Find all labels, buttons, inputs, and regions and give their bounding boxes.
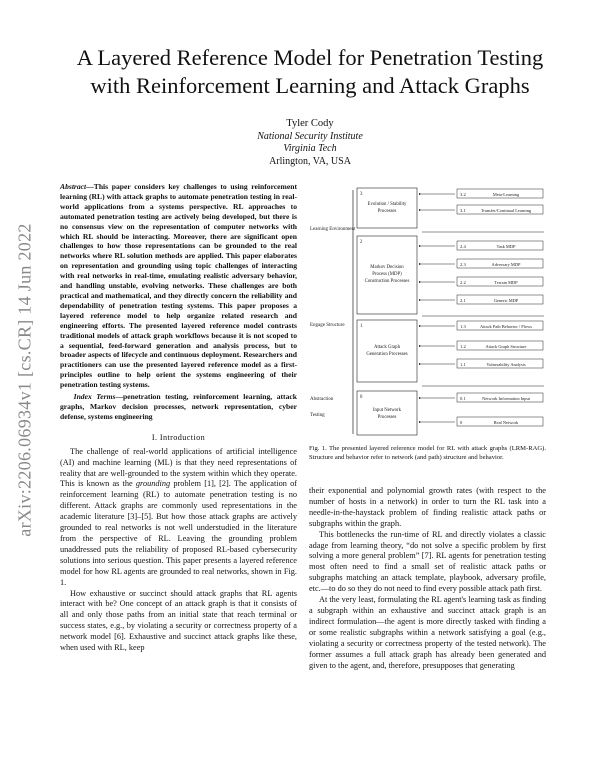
layer-number: 0 bbox=[460, 419, 463, 425]
paper-title bbox=[40, 44, 580, 100]
process-0-num: 0 bbox=[360, 395, 363, 400]
layer-number: 2.2 bbox=[460, 279, 466, 285]
layer-label: Task MDP bbox=[496, 243, 516, 249]
left-column bbox=[60, 182, 297, 654]
process-box-1 bbox=[357, 320, 417, 382]
process-box-3 bbox=[357, 188, 417, 228]
layer-label: Terrain MDP bbox=[494, 279, 518, 285]
abstract-label: Abstract bbox=[60, 182, 87, 191]
title-line-1: A Layered Reference Model for Penetration Testing bbox=[76, 45, 544, 70]
right-paragraph-1: their exponential and polynomial growth rates (with respect to the number of hosts in a network) in order to turn the RL task into a needle-in-the-haystack problem of finding realistic attack paths or subgraphs within the graph. bbox=[309, 486, 546, 528]
intro-paragraph-1 bbox=[60, 447, 297, 589]
layer-label: Meta-Learning bbox=[492, 191, 520, 197]
layer-label: Attack Path Behavior / Flows bbox=[480, 323, 532, 329]
layer-label: Attack Graph Structure bbox=[485, 343, 527, 349]
process-3-line1: Evolution / Stability bbox=[367, 202, 407, 207]
left-label-engage: Engage Structure bbox=[310, 323, 345, 328]
process-1-num: 1 bbox=[360, 324, 363, 329]
layer-number: 1.3 bbox=[460, 323, 466, 329]
layer-number: 2.3 bbox=[460, 261, 466, 267]
layer-number: 0.1 bbox=[460, 395, 466, 401]
figure-1 bbox=[309, 186, 546, 438]
abstract: Abstract—This paper considers key challenges to using reinforcement learning (RL) with attack graphs to automate penetration testing in real-world applications from a systems perspective. RL approaches to automated penetration testing are actively being developed, but there is no consensus view on the representation of computer networks with which RL should be interacting. Moreover, there are significant open challenges to how those representations can be grounded to the real networks where RL solution methods are applied. This paper elaborates on representation and grounding using topic challenges of interacting with real networks in real-time, emulating realistic adversary behavior, and handling unstable, evolving networks. These challenges are both practical and mathematical, and they directly concern the reliability and dependability of penetration testing systems. This paper proposes a layered reference model to help organize related research and engineering efforts. The presented layered reference model contrasts traditional models of attack graph workflows because it is not scoped to a sequential, feed-forward generation and analysis process, but to broader aspects of lifecycle and continuous deployment. Researchers and practitioners can use the presented layered reference model as a first-principles outline to help orient the systems engineering of their penetration testing systems. bbox=[60, 182, 297, 390]
process-3-line2: Processes bbox=[377, 209, 397, 214]
index-terms-text: penetration testing, reinforcement learning, attack graphs, Markov decision processes, network representation, cyber defense, systems engineering bbox=[60, 392, 297, 421]
layer-label: Adversary MDP bbox=[491, 261, 521, 267]
layer-number: 3.1 bbox=[460, 207, 466, 213]
index-terms-label: Index Terms bbox=[73, 392, 116, 402]
process-0-line1: Input Network bbox=[372, 408, 402, 413]
intro-paragraph-2: How exhaustive or succinct should attack graphs that RL agents interact with be? One concept of an attack graph is that it consists of all and only those paths from an initial state that reach terminal or success states, e.g., by violating a security or correctness property of a network model [6]. Exhaustive and succinct attack graphs like these, when used with RL, keep bbox=[60, 588, 297, 653]
layer-label: Generic MDP bbox=[493, 297, 519, 303]
left-label-learning: Learning Environment bbox=[310, 227, 356, 232]
intro-p1-text-b: problem [1], [2]. The application of reinforcement learning (RL) to automate penetration testing is no different. Attack graphs are commonly used representations in the academic literature [3]–[5]. But how those attack graphs are actively grounded to real networks is not well understudied in the literature from the perspective of RL. Leaving the grounding problem unaddressed puts the reliability of proposed RL-based cybersecurity solutions into serious question. This paper presents a layered reference model for how RL agents are grounded to real networks, shown in Fig. 1. bbox=[60, 479, 297, 587]
layer-number: 3.2 bbox=[460, 191, 466, 197]
right-paragraph-3: At the very least, formulating the RL agent's learning task as finding a subgraph within an exhaustive and succinct attack graph is an indirect formulation—the agent is more directly tasked with finding a or some realistic subgraphs within a network satisfying a goal (e.g., violating a security or correctness property of the tested network). The former assumes a full attack graph has already been generated and given to the agent, and, therefore, presupposes that generating bbox=[309, 595, 546, 670]
left-label-testing: Testing bbox=[310, 413, 325, 418]
layer-number: 1.1 bbox=[460, 361, 466, 367]
section-heading-introduction: I. Introduction bbox=[151, 432, 206, 442]
intro-p1-emphasis: grounding bbox=[135, 479, 171, 489]
layer-label: Network Information Input bbox=[482, 395, 530, 401]
layered-reference-model-diagram bbox=[309, 186, 546, 438]
index-terms: Index Terms—penetration testing, reinforcement learning, attack graphs, Markov decision processes, network representation, cyber defense, systems engineering bbox=[60, 392, 297, 421]
process-2-line3: Construction Processes bbox=[364, 279, 410, 284]
title-line-2: with Reinforcement Learning and Attack Graphs bbox=[90, 73, 530, 98]
layer-number: 1.2 bbox=[460, 343, 466, 349]
abstract-text: This paper considers key challenges to using reinforcement learning (RL) with attack graphs to automate penetration testing in real-world applications from a systems perspective. RL approaches to automated penetration testing are actively being developed, but there is no consensus view on the representation of computer networks with which RL should be interacting. Moreover, there are significant open challenges to how those representations can be grounded to the real networks where RL solution methods are applied. This paper elaborates on representation and grounding using topic challenges of interacting with real networks in real-time, emulating realistic adversary behavior, and handling unstable, evolving networks. These challenges are both practical and mathematical, and they directly concern the reliability and dependability of penetration testing systems. This paper proposes a layered reference model to help organize related research and engineering efforts. The presented layered reference model contrasts traditional models of attack graph workflows because it is not scoped to a sequential, feed-forward generation and analysis process, but to broader aspects of lifecycle and continuous deployment. Researchers and practitioners can use the presented layered reference model as a first-principles outline to help orient the systems engineering of their penetration testing systems. bbox=[60, 182, 297, 390]
layer-number: 2.1 bbox=[460, 297, 466, 303]
layer-number: 2.4 bbox=[460, 243, 466, 249]
process-2-line1: Markov Decision bbox=[370, 265, 404, 270]
author-location: Arlington, VA, USA bbox=[269, 155, 351, 167]
process-box-0 bbox=[357, 391, 417, 435]
right-column bbox=[309, 486, 546, 671]
process-2-num: 2 bbox=[360, 240, 363, 245]
process-1-line1: Attack Graph bbox=[374, 345, 400, 350]
layer-rows bbox=[421, 189, 543, 426]
author-block bbox=[40, 118, 580, 168]
process-2-line2: Process (MDP) bbox=[372, 272, 402, 277]
layer-label: Real Network bbox=[493, 419, 519, 425]
author-name: Tyler Cody bbox=[286, 118, 334, 129]
author-affiliation-1: National Security Institute bbox=[257, 130, 363, 142]
process-3-num: 3 bbox=[360, 192, 363, 197]
arxiv-stamp bbox=[10, 170, 40, 590]
intro-p1-text-a: The challenge of real-world applications of artificial intelligence (AI) and machine learning (ML) is that they need representations of reality that are well-grounded to the system within which they operate. This is known as the bbox=[60, 446, 297, 489]
figure-1-caption: Fig. 1. The presented layered reference model for RL with attack graphs (LRM-RAG). Structure and behavior refer to network (and path) structure and behavior. bbox=[309, 445, 546, 461]
author-affiliation-2: Virginia Tech bbox=[283, 143, 337, 154]
process-0-line2: Processes bbox=[377, 415, 397, 420]
layer-label: Vulnerability Analysis bbox=[486, 361, 526, 367]
layer-label: Transfer/Continual Learning bbox=[480, 207, 532, 213]
right-paragraph-2: This bottlenecks the run-time of RL and directly violates a classic adage from learning theory, “do not solve a specific problem by first solving a more general problem” [7]. RL agents for penetration testing most often need to find a small set of realistic attack paths or subgraphs matching an attack template, playbook, adversary profile, etc.—to do so they do not need to find every possible attack path first. bbox=[309, 529, 546, 594]
process-1-line2: Generation Processes bbox=[366, 352, 408, 357]
left-label-abstraction: Abstraction bbox=[310, 397, 334, 402]
arxiv-identifier: arXiv:2206.06934v1 [cs.CR] 14 Jun 2022 bbox=[14, 223, 35, 537]
